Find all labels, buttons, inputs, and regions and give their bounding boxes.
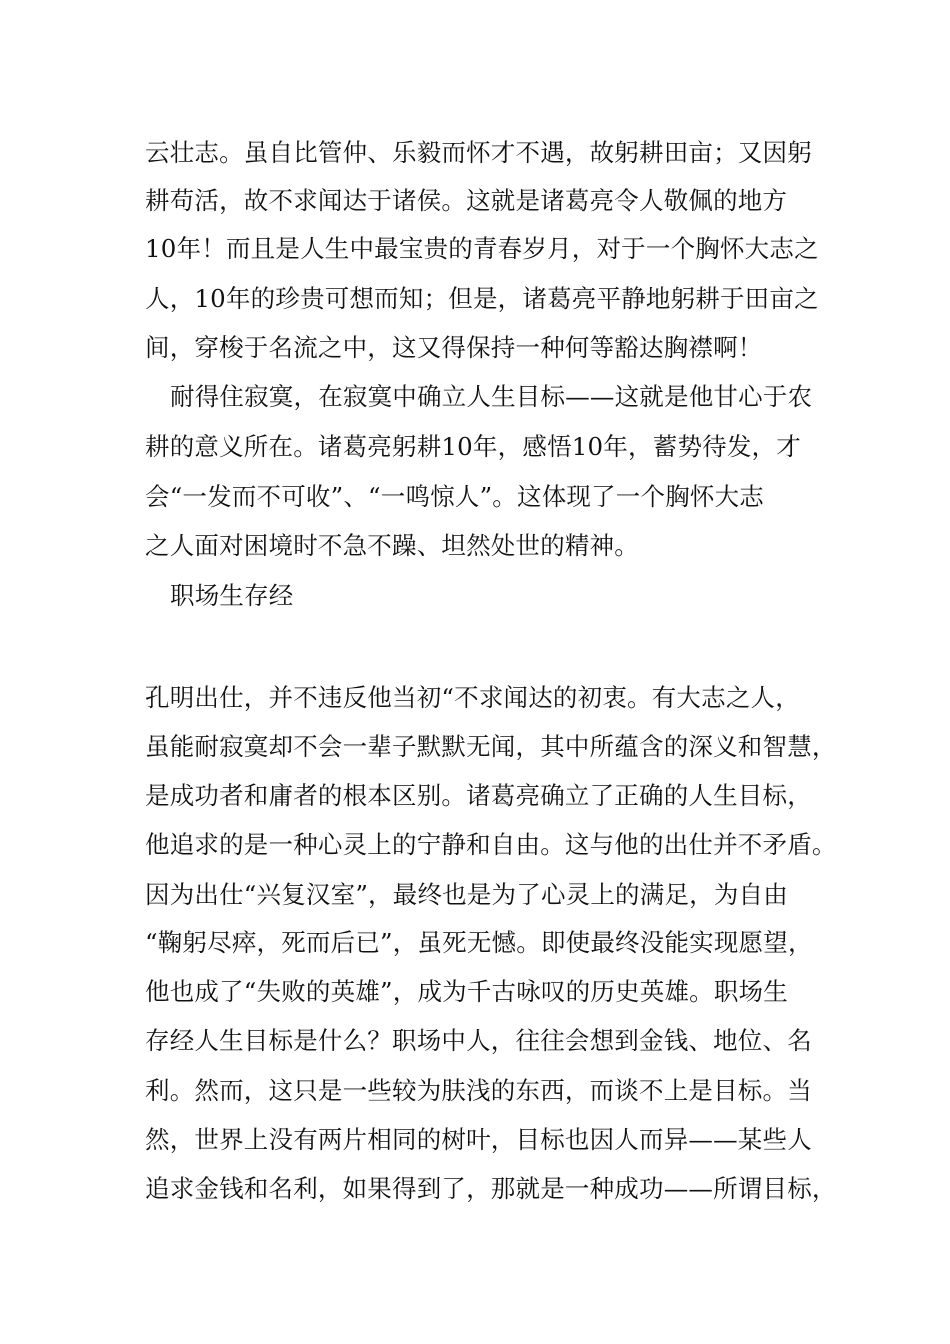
text-line: “鞠躬尽瘁，死而后已”，虽死无憾。即使最终没能实现愿望， [145,928,813,957]
text-line: 因为出仕“兴复汉室”，最终也是为了心灵上的满足，为自由 [145,880,788,909]
text-line: 10年！而且是人生中最宝贵的青春岁月，对于一个胸怀大志之 [145,234,819,263]
text-line: 利。然而，这只是一些较为肤浅的东西，而谈不上是目标。当 [145,1076,812,1105]
text-line: 他也成了“失败的英雄”，成为千古咏叹的历史英雄。职场生 [145,977,788,1006]
text-line: 存经人生目标是什么？职场中人，往往会想到金钱、地位、名 [145,1026,812,1055]
text-line: 之人面对困境时不急不躁、坦然处世的精神。 [145,531,639,560]
text-line: 耕苟活，故不求闻达于诸侯。这就是诸葛亮令人敬佩的地方 [145,186,788,215]
text-line: 他追求的是一种心灵上的宁静和自由。这与他的出仕并不矛盾。 [145,830,837,859]
text-line: 孔明出仕，并不违反他当初“不求闻达的初衷。有大志之人， [145,683,800,712]
text-line: 人，10年的珍贵可想而知；但是，诸葛亮平静地躬耕于田亩之 [145,284,819,313]
text-line: 耕的意义所在。诸葛亮躬耕10年，感悟10年，蓄势待发，才 [145,432,801,461]
text-line: 会“一发而不可收”、“一鸣惊人”。这体现了一个胸怀大志 [145,482,764,511]
text-line: 间，穿梭于名流之中，这又得保持一种何等豁达胸襟啊！ [145,333,763,362]
text-line: 是成功者和庸者的根本区别。诸葛亮确立了正确的人生目标， [145,781,812,810]
text-line: 追求金钱和名利，如果得到了，那就是一种成功——所谓目标， [145,1174,837,1203]
text-line: 然，世界上没有两片相同的树叶，目标也因人而异——某些人 [145,1125,812,1154]
text-line: 虽能耐寂寞却不会一辈子默默无闻，其中所蕴含的深义和智慧， [145,732,837,761]
paragraph-first-line: 耐得住寂寞，在寂寞中确立人生目标——这就是他甘心于农 [170,382,813,411]
section-heading: 职场生存经 [170,581,294,610]
text-line: 云壮志。虽自比管仲、乐毅而怀才不遇，故躬耕田亩；又因躬 [145,138,812,167]
